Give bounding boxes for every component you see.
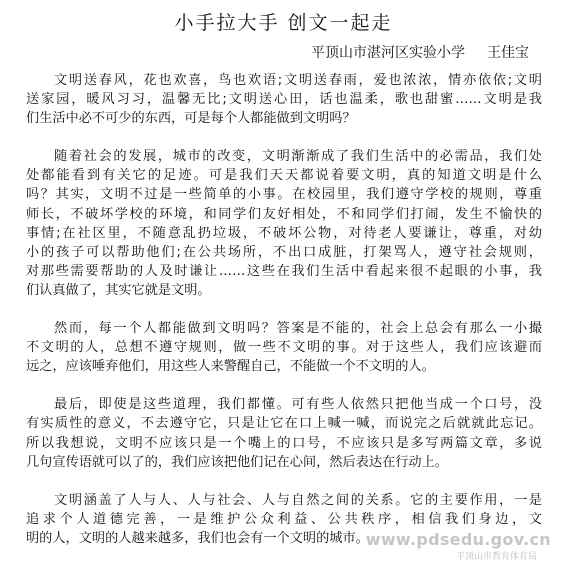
paragraph-line: 最后，即使是这些道理，我们都懂。可有些人依然只把他当成一个口号，没	[54, 397, 542, 413]
paragraph-1	[26, 71, 542, 128]
paragraph-line: 们认真做了，其实它就是文明。	[26, 282, 211, 298]
paragraph-line: 文明涵盖了人与人、人与社会、人与自然之间的关系。它的主要作用，一是	[54, 492, 542, 508]
paragraph-line: 事情;在社区里，不随意乱扔垃圾，不破坏公物，对待老人要谦让，尊重，对幼	[26, 225, 542, 241]
paragraph-line: 处都能看到有关它的足迹。可是我们天天都说着要文明，真的知道文明是什么	[26, 168, 542, 184]
paragraph-line: 对那些需要帮助的人及时谦让……这些在我们生活中看起来很不起眼的小事，我	[26, 263, 542, 279]
article-title: 小手拉大手 创文一起走	[174, 12, 393, 34]
site-watermark: www.pdsedu.gov.cn	[365, 530, 551, 549]
paragraph-line: 文明送春风，花也欢喜，鸟也欢语;文明送春雨，爱也浓浓，情亦依依;文明	[54, 73, 542, 88]
article-body	[26, 71, 542, 567]
paragraph-line: 小的孩子可以帮助他们;在公共场所，不出口成脏，打架骂人，遵守社会规则，	[26, 244, 542, 260]
author-byline	[311, 42, 529, 62]
author-school: 平顶山市湛河区实验小学	[311, 45, 465, 61]
paragraph-2	[26, 147, 542, 300]
paragraph-line: 追求个人道德完善，一是维护公众利益、公共秩序，相信我们身边，文	[26, 511, 542, 527]
paragraph-3	[26, 319, 542, 376]
paragraph-line: 明的人，文明的人越来越多，我们也会有一个文明的城市。	[26, 530, 369, 546]
paragraph-line: 随着社会的发展，城市的改变，文明渐渐成了我们生活中的必需品，我们处	[54, 149, 542, 165]
paragraph-line: 们生活中必不可少的东西，可是每个人都能做到文明吗？	[26, 111, 356, 127]
site-watermark-sub: 平顶山市教育体育局	[455, 552, 537, 562]
paragraph-line: 所以我想说，文明不应该只是一个嘴上的口号，不应该只是多写两篇文章，多说	[26, 435, 542, 451]
paragraph-4	[26, 395, 542, 471]
author-name: 王佳宝	[487, 45, 529, 61]
paragraph-line: 不文明的人，总想不遵守规则，做一些不文明的事。对于这些人，我们应该避而	[26, 340, 542, 356]
paragraph-line: 远之，应该唾弃他们，用这些人来警醒自己，不能做一个不文明的人。	[26, 359, 435, 375]
paragraph-line: 然而，每一个人都能做到文明吗？答案是不能的，社会上总会有那么一小撮	[54, 321, 542, 337]
paragraph-line: 吗？其实，文明不过是一些简单的小事。在校园里，我们遵守学校的规则，尊重	[26, 187, 542, 203]
paragraph-line: 有实质性的意义，不去遵守它，只是让它在口上喊一喊，而说完之后就就此忘记。	[26, 416, 542, 432]
paragraph-line: 师长，不破坏学校的环境，和同学们友好相处，不和同学们打闹，发生不愉快的	[26, 206, 542, 222]
paragraph-line: 几句宣传语就可以了的，我们应该把他们记在心间，然后表达在行动上。	[26, 454, 448, 470]
paragraph-line: 送家园，暖风习习，温馨无比;文明送心田，话也温柔，歌也甜蜜……文明是我	[26, 92, 542, 108]
